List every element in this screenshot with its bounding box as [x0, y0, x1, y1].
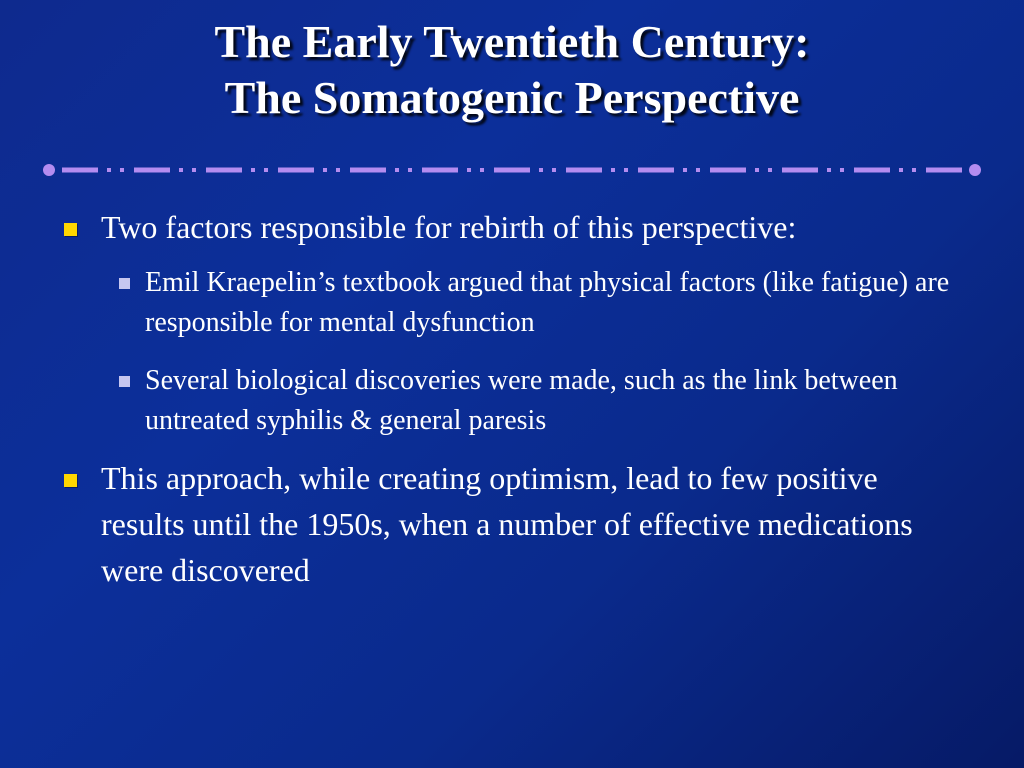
- sub-bullet-item: [119, 361, 960, 441]
- bullet-item: [60, 455, 960, 593]
- square-bullet-icon: [119, 278, 130, 289]
- square-bullet-icon: [119, 376, 130, 387]
- sub-bullet-item: [119, 263, 960, 343]
- slide-title-line-1: The Early Twentieth Century:: [214, 16, 810, 67]
- slide-body: [60, 204, 960, 593]
- square-bullet-icon: [64, 223, 77, 236]
- slide-title-line-2: The Somatogenic Perspective: [224, 72, 800, 123]
- square-bullet-icon: [64, 474, 77, 487]
- bullet-item: [60, 204, 960, 250]
- sub-bullet-text: Several biological discoveries were made, such as the link between untreated syphilis & general paresis: [145, 365, 898, 436]
- title-divider: [40, 158, 984, 182]
- slide-title: [0, 14, 1024, 126]
- bullet-text: This approach, while creating optimism, lead to few positive results until the 1950s, when a number of effective medications were discovered: [101, 460, 913, 588]
- bullet-text: Two factors responsible for rebirth of this perspective:: [101, 209, 797, 245]
- sub-bullet-text: Emil Kraepelin’s textbook argued that physical factors (like fatigue) are responsible for mental dysfunction: [145, 267, 950, 338]
